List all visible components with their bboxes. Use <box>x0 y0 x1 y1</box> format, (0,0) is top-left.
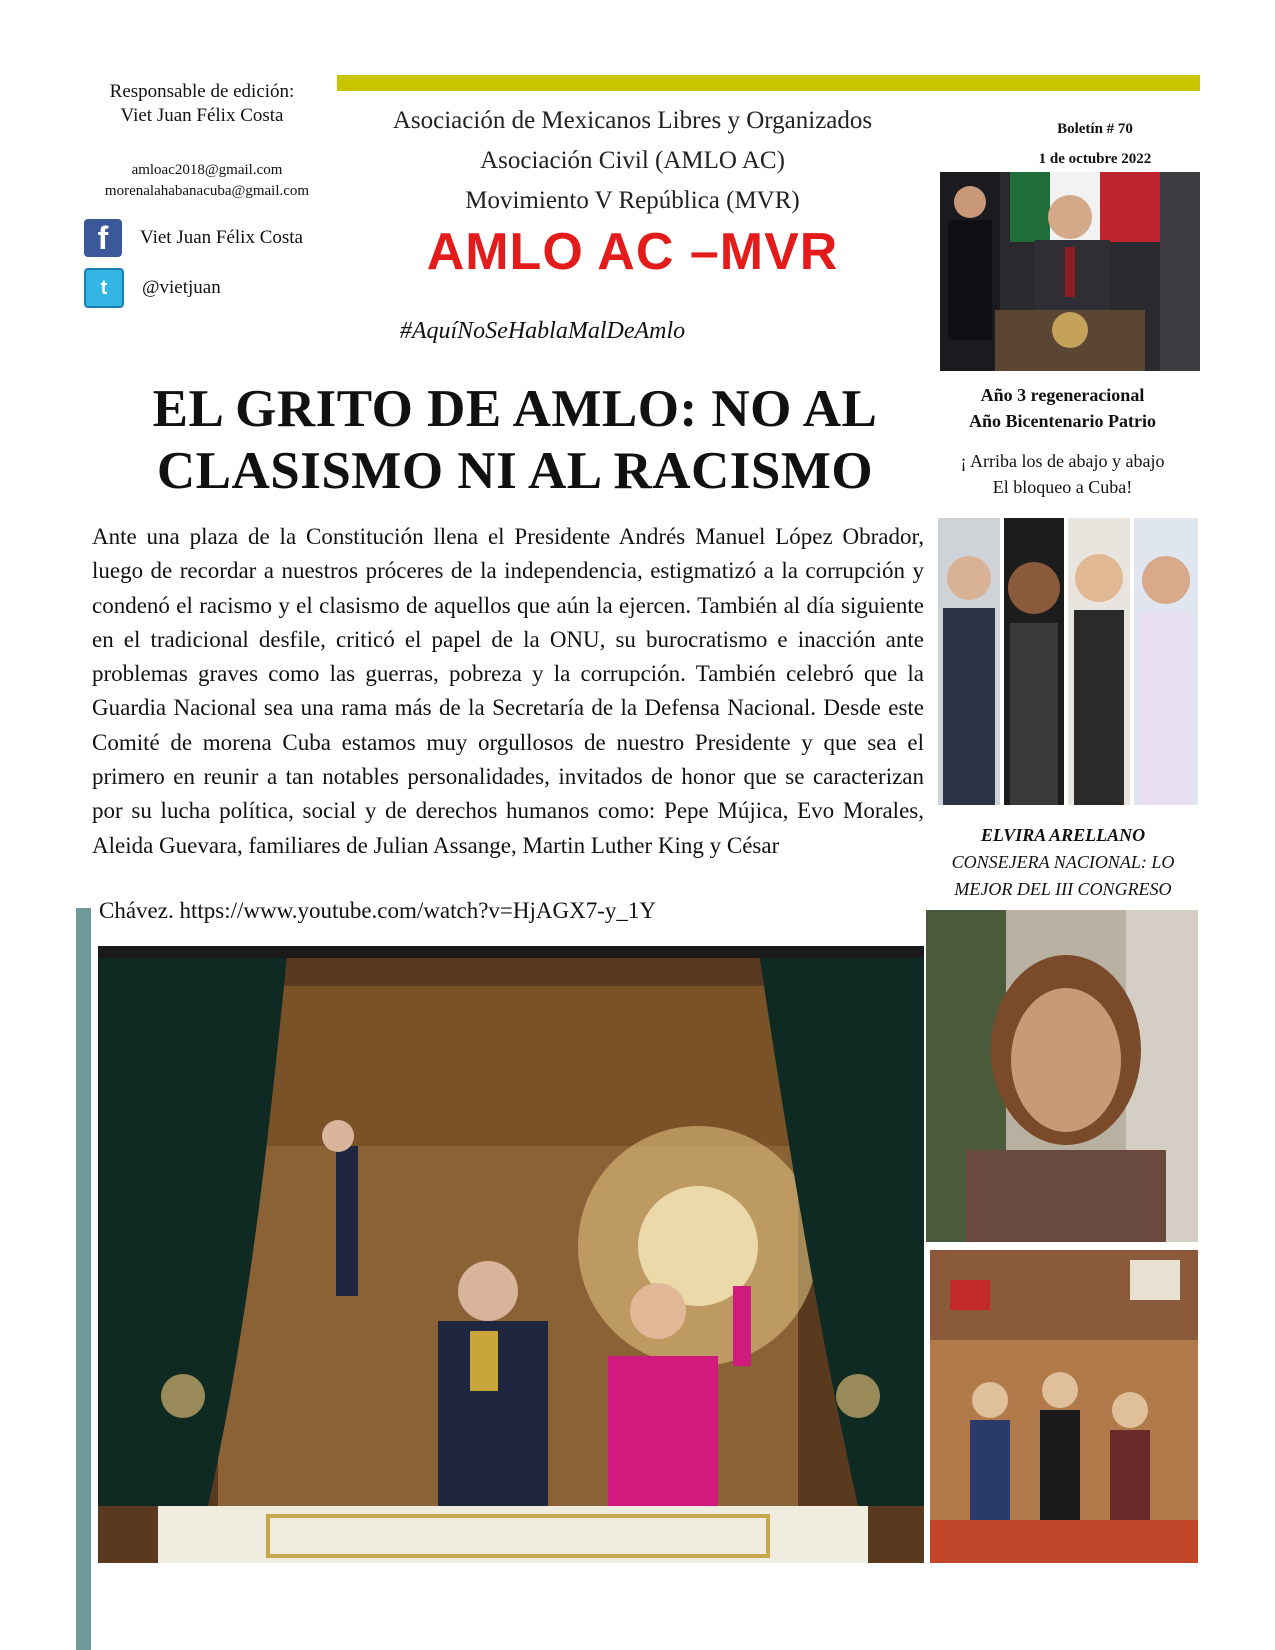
mural-image <box>930 1250 1198 1563</box>
article-body: Ante una plaza de la Constitución llena el Presidente Andrés Manuel López Obrador, luego de recordar a nuestros próceres de la independencia, estigmatizó a la corrupción y condenó el racismo y el clasismo de aquellos que aún la ejercen. También al día siguiente en el tradicional desfile, criticó el papel de la ONU, su burocratismo e inacción ante problemas graves como las guerras, pobreza y la corrupción. También celebró que la Guardia Nacional sea una rama más de la Secretaría de la Defensa Nacional. Desde este Comité de morena Cuba estamos muy orgullosos de nuestro Presidente y que sea el primero en reunir a tan notables personalidades, invitados de honor que se caracterizan por su lucha política, social y de derechos humanos como: Pepe Mújica, Evo Morales, Aleida Guevara, familiares de Julian Assange, Martin Luther King y César <box>92 524 924 858</box>
caption-name: ELVIRA ARELLANO <box>980 825 1146 845</box>
twitter-handle: @vietjuan <box>142 277 221 298</box>
facebook-name: Viet Juan Félix Costa <box>140 227 303 248</box>
elvira-arellano-photo <box>926 910 1198 1242</box>
email-link-2[interactable]: morenalahabanacuba@gmail.com <box>104 183 310 199</box>
slogan-line-2: El bloqueo a Cuba! <box>992 477 1133 497</box>
headline-line-1: EL GRITO DE AMLO: NO AL <box>152 380 878 438</box>
facebook-link[interactable] <box>84 218 344 258</box>
balcony-image <box>98 946 924 1563</box>
organization-name <box>340 101 925 221</box>
caption-text: CONSEJERA NACIONAL: LO MEJOR DEL III CONGRESO <box>951 852 1175 899</box>
org-line-1: Asociación de Mexicanos Libres y Organizados <box>392 107 873 134</box>
org-line-3: Movimiento V República (MVR) <box>465 187 800 214</box>
year-tagline-line-2: Año Bicentenario Patrio <box>969 411 1156 431</box>
bulletin-date: 1 de octubre 2022 <box>1038 151 1152 167</box>
slogan-tagline <box>940 448 1185 500</box>
guests-collage-image <box>938 518 1198 805</box>
year-tagline <box>940 382 1185 434</box>
twitter-icon: t <box>84 268 124 308</box>
headline-line-2: CLASISMO NI AL RACISMO <box>156 442 874 500</box>
mural-photo <box>930 1250 1198 1563</box>
editor-name: Viet Juan Félix Costa <box>120 105 284 126</box>
editor-label: Responsable de edición: <box>109 81 295 102</box>
facebook-icon: f <box>84 219 122 257</box>
twitter-link[interactable] <box>84 268 344 308</box>
side-accent-bar <box>76 908 91 1650</box>
article-video-link[interactable]: Chávez. https://www.youtube.com/watch?v=HjAGX7-y_1Y <box>99 898 656 923</box>
president-podium-photo <box>940 172 1200 371</box>
email-link-1[interactable]: amloac2018@gmail.com <box>131 162 283 178</box>
guests-collage-photo <box>938 518 1198 805</box>
bulletin-info <box>1000 114 1190 174</box>
editor-credit <box>82 80 322 128</box>
brand-title: AMLO AC –MVR <box>426 223 839 281</box>
year-tagline-line-1: Año 3 regeneracional <box>980 385 1145 405</box>
hashtag: #AquíNoSeHablaMalDeAmlo <box>399 318 686 344</box>
contact-emails <box>82 160 332 202</box>
slogan-line-1: ¡ Arriba los de abajo y abajo <box>960 451 1165 471</box>
balcony-main-photo <box>98 946 924 1563</box>
bulletin-number: Boletín # 70 <box>1057 121 1133 137</box>
headline <box>100 378 930 502</box>
elvira-arellano-image <box>926 910 1198 1242</box>
org-line-2: Asociación Civil (AMLO AC) <box>480 147 785 174</box>
president-podium-image <box>940 172 1200 371</box>
photo-caption <box>938 822 1188 903</box>
top-accent-bar <box>337 75 1200 91</box>
